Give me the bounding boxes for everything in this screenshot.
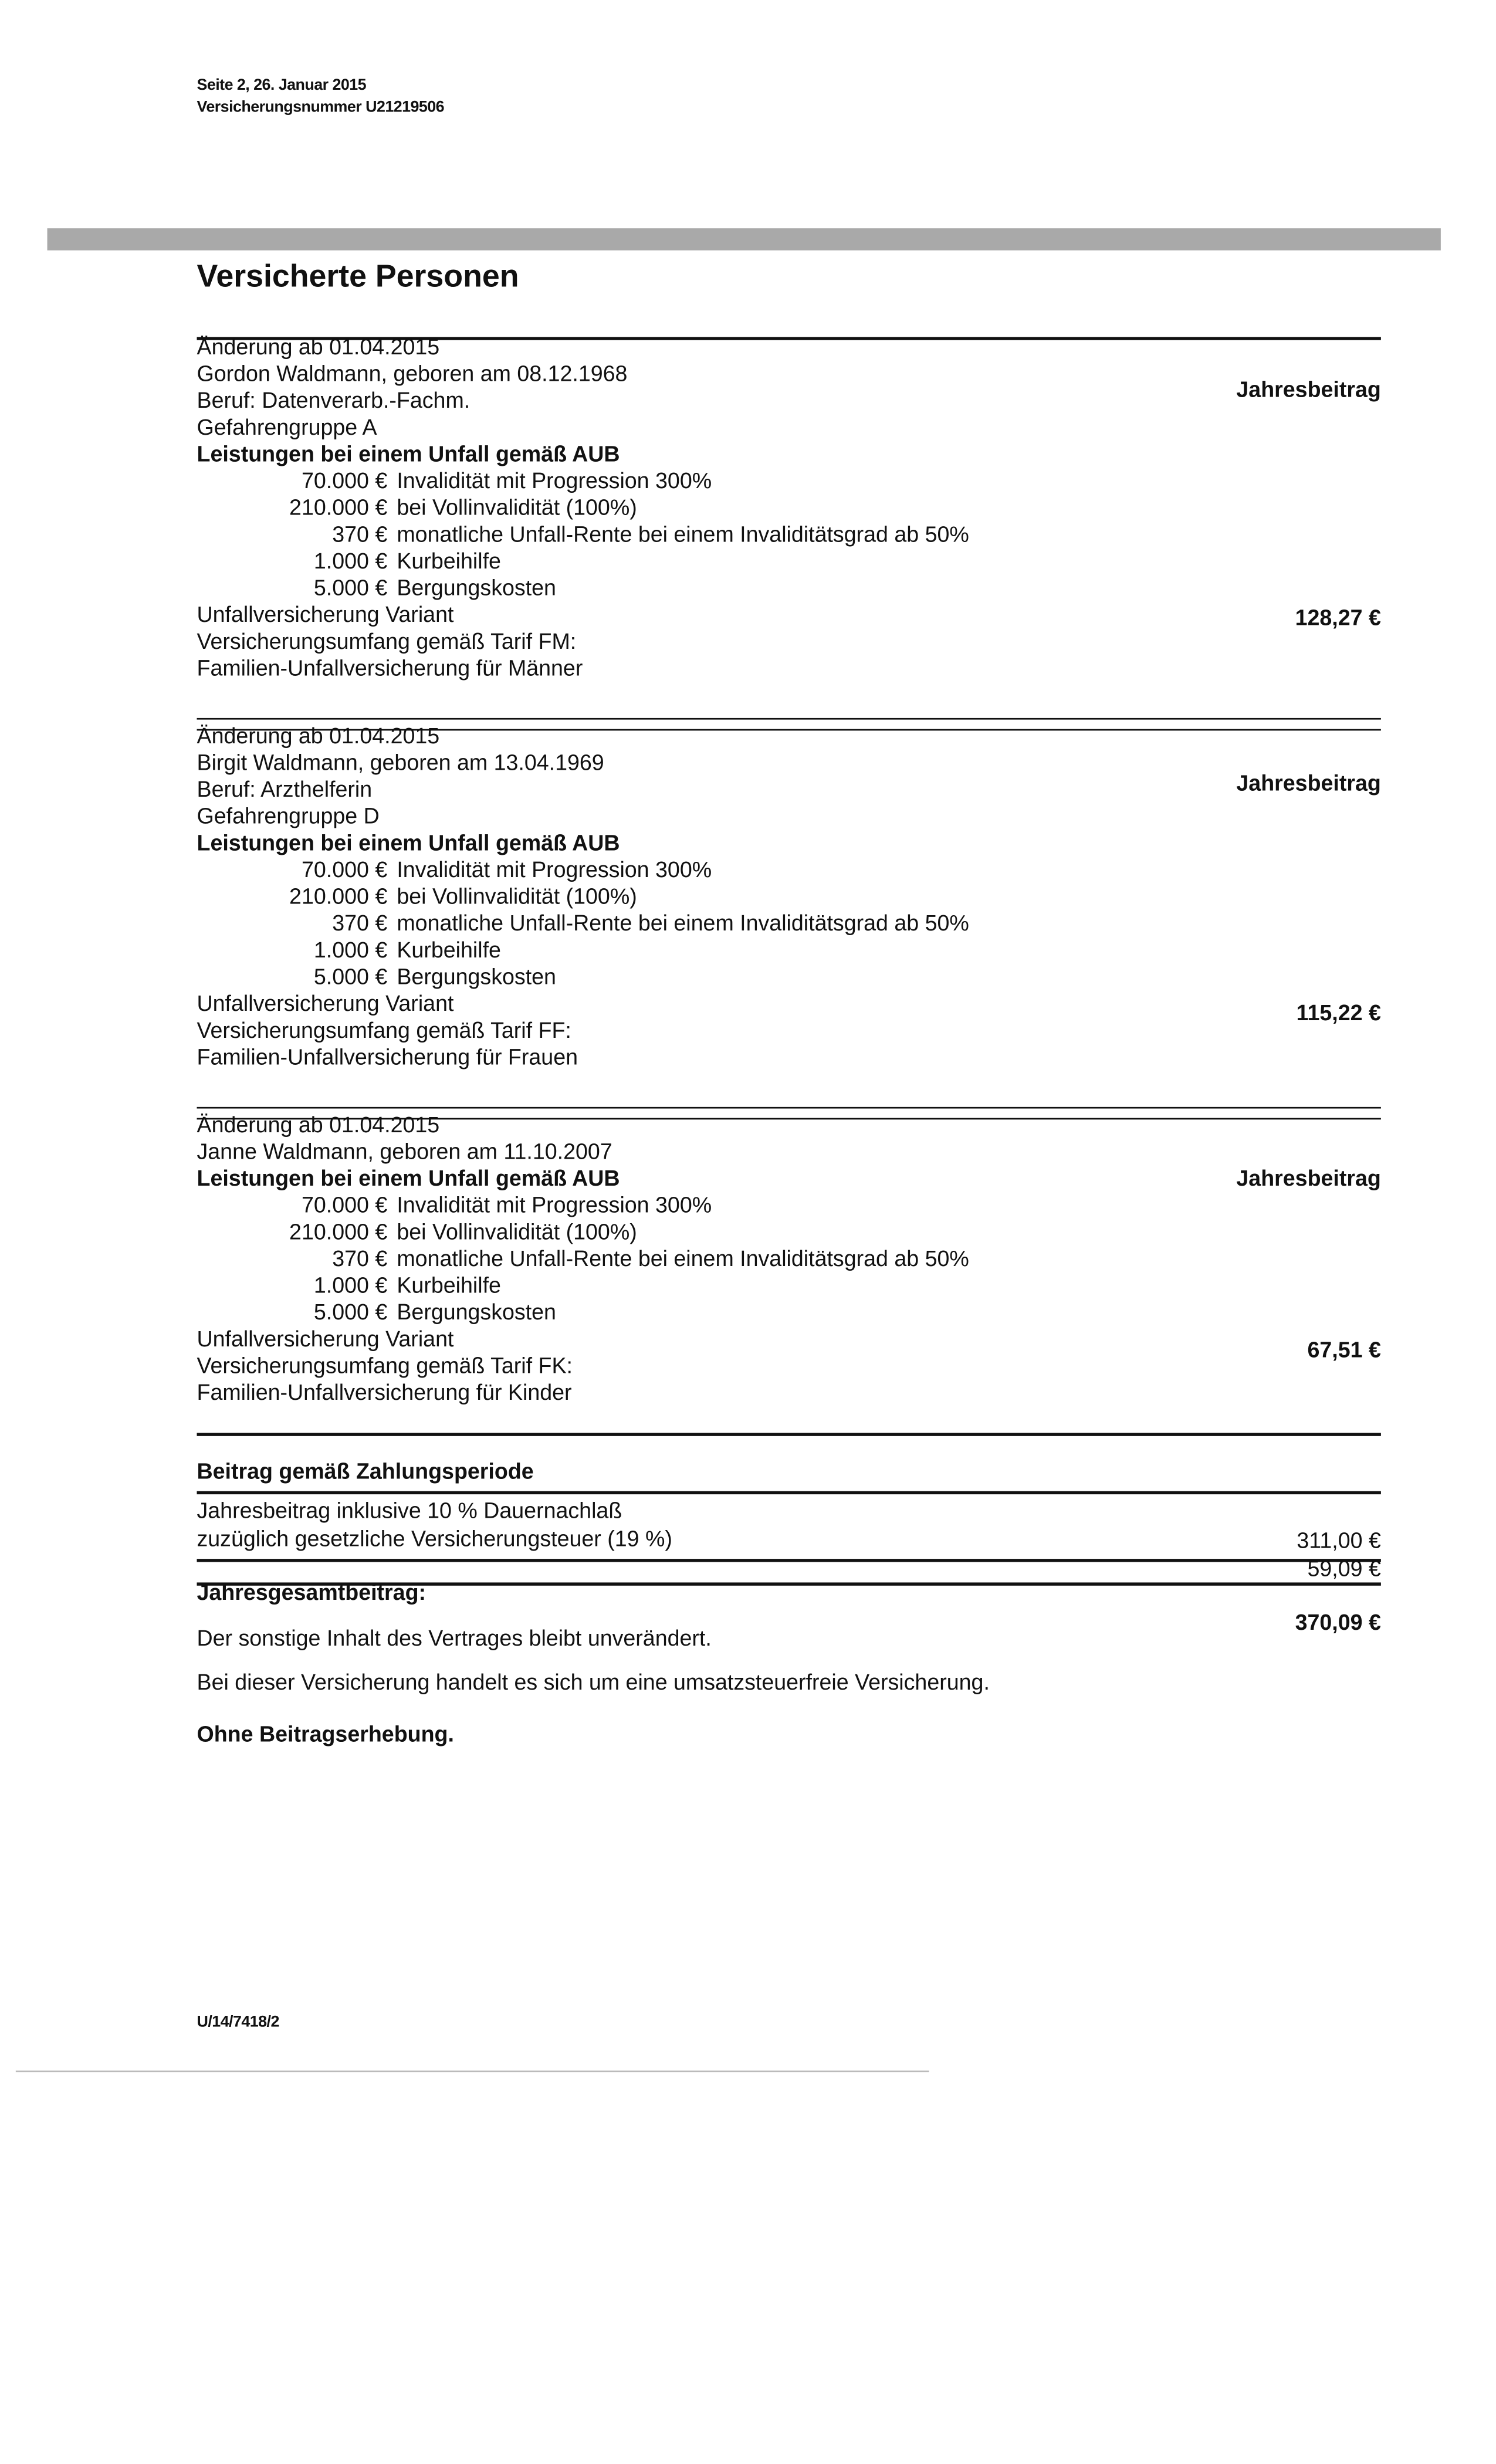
product: Familien-Unfallversicherung für Männer [197, 655, 583, 681]
premium-value: 67,51 € [1307, 1336, 1381, 1362]
benefits-title: Leistungen bei einem Unfall gemäß AUB [197, 1165, 620, 1191]
product: Familien-Unfallversicherung für Frauen [197, 1044, 578, 1069]
person-name: Birgit Waldmann, geboren am 13.04.1969 [197, 749, 604, 775]
person-job: Beruf: Datenverarb.-Fachm. [197, 387, 471, 413]
header-bar [48, 228, 1441, 251]
tax-value: 59,09 € [1307, 1555, 1381, 1581]
benefit-amount: 1.000 € [313, 936, 388, 962]
policy-number: Versicherungsnummer U21219506 [197, 99, 445, 117]
benefit-row [197, 964, 1381, 991]
benefit-row [197, 575, 1381, 602]
benefit-amount: 5.000 € [313, 1299, 388, 1325]
benefit-amount: 5.000 € [313, 574, 388, 600]
benefit-desc: Bergungskosten [397, 963, 556, 989]
benefit-row [197, 857, 1381, 884]
divider [197, 1559, 1381, 1562]
premium-value: 115,22 € [1296, 1000, 1381, 1025]
premium-label: Jahresbeitrag [1236, 1165, 1381, 1191]
benefit-row [197, 937, 1381, 964]
benefit-row [197, 495, 1381, 522]
benefit-amount: 210.000 € [289, 1219, 388, 1244]
person-section [197, 723, 1381, 1071]
benefit-row [197, 910, 1381, 937]
footer-code: U/14/7418/2 [197, 2013, 279, 2032]
period-title: Beitrag gemäß Zahlungsperiode [197, 1458, 534, 1484]
benefit-desc: Bergungskosten [397, 1299, 556, 1325]
benefit-amount: 370 € [332, 521, 388, 547]
closing-note: Ohne Beitragserhebung. [197, 1721, 454, 1747]
benefit-desc: Bergungskosten [397, 574, 556, 600]
person-job: Beruf: Arzthelferin [197, 776, 373, 802]
benefits-title: Leistungen bei einem Unfall gemäß AUB [197, 441, 620, 466]
change-date: Änderung ab 01.04.2015 [197, 334, 440, 359]
benefit-row [197, 521, 1381, 548]
benefit-row [197, 1219, 1381, 1245]
benefit-amount: 210.000 € [289, 494, 388, 520]
divider [197, 1433, 1381, 1436]
note: Bei dieser Versicherung handelt es sich um eine umsatzsteuerfreie Versicherung. [197, 1669, 990, 1694]
benefit-row [197, 1245, 1381, 1272]
page-date: Seite 2, 26. Januar 2015 [197, 77, 367, 95]
person-name: Janne Waldmann, geboren am 11.10.2007 [197, 1138, 612, 1164]
benefit-row [197, 884, 1381, 911]
variant: Unfallversicherung Variant [197, 601, 454, 627]
total-value: 370,09 € [1295, 1609, 1381, 1634]
divider [197, 1107, 1381, 1109]
scope: Versicherungsumfang gemäß Tarif FK: [197, 1352, 573, 1378]
product: Familien-Unfallversicherung für Kinder [197, 1379, 572, 1405]
tax-label: zuzüglich gesetzliche Versicherungsteuer (19 %) [197, 1525, 672, 1551]
benefit-desc: Invalidität mit Progression 300% [397, 857, 712, 882]
benefit-amount: 70.000 € [301, 857, 388, 882]
premium-value: 128,27 € [1295, 604, 1381, 630]
total-label: Jahresgesamtbeitrag: [197, 1579, 427, 1605]
benefit-desc: bei Vollinvalidität (100%) [397, 494, 637, 520]
benefit-desc: Kurbeihilfe [397, 936, 501, 962]
benefit-desc: Kurbeihilfe [397, 1272, 501, 1298]
variant: Unfallversicherung Variant [197, 990, 454, 1016]
annual-label: Jahresbeitrag inklusive 10 % Dauernachlaß [197, 1497, 622, 1523]
risk-group: Gefahrengruppe D [197, 803, 380, 828]
benefit-desc: bei Vollinvalidität (100%) [397, 1219, 637, 1244]
page-edge [16, 2070, 929, 2072]
benefit-row [197, 1192, 1381, 1219]
risk-group: Gefahrengruppe A [197, 414, 377, 439]
benefit-row [197, 1299, 1381, 1326]
annual-value: 311,00 € [1297, 1527, 1381, 1553]
benefit-desc: Invalidität mit Progression 300% [397, 1192, 712, 1217]
scope: Versicherungsumfang gemäß Tarif FF: [197, 1017, 571, 1043]
benefit-desc: Kurbeihilfe [397, 548, 501, 573]
person-section [197, 1112, 1381, 1406]
benefit-desc: monatliche Unfall-Rente bei einem Invaliditätsgrad ab 50% [397, 1245, 969, 1271]
variant: Unfallversicherung Variant [197, 1325, 454, 1351]
divider [197, 1491, 1381, 1494]
premium-label: Jahresbeitrag [1236, 376, 1381, 402]
benefit-amount: 370 € [332, 1245, 388, 1271]
benefit-row [197, 1272, 1381, 1299]
benefit-amount: 70.000 € [301, 468, 388, 493]
benefit-row [197, 548, 1381, 575]
benefit-desc: Invalidität mit Progression 300% [397, 468, 712, 493]
premium-label: Jahresbeitrag [1236, 770, 1381, 796]
person-section [197, 334, 1381, 682]
benefits-title: Leistungen bei einem Unfall gemäß AUB [197, 830, 620, 855]
benefit-amount: 5.000 € [313, 963, 388, 989]
benefit-desc: monatliche Unfall-Rente bei einem Invaliditätsgrad ab 50% [397, 910, 969, 936]
benefit-amount: 1.000 € [313, 1272, 388, 1298]
benefit-row [197, 468, 1381, 495]
benefit-desc: bei Vollinvalidität (100%) [397, 883, 637, 909]
note: Der sonstige Inhalt des Vertrages bleibt unverändert. [197, 1624, 712, 1650]
page-title: Versicherte Personen [197, 259, 519, 295]
benefit-desc: monatliche Unfall-Rente bei einem Invaliditätsgrad ab 50% [397, 521, 969, 547]
benefit-amount: 370 € [332, 910, 388, 936]
benefit-amount: 70.000 € [301, 1192, 388, 1217]
benefit-amount: 1.000 € [313, 548, 388, 573]
change-date: Änderung ab 01.04.2015 [197, 722, 440, 748]
benefit-amount: 210.000 € [289, 883, 388, 909]
person-name: Gordon Waldmann, geboren am 08.12.1968 [197, 360, 628, 386]
change-date: Änderung ab 01.04.2015 [197, 1111, 440, 1137]
divider [197, 718, 1381, 720]
scope: Versicherungsumfang gemäß Tarif FM: [197, 628, 577, 654]
